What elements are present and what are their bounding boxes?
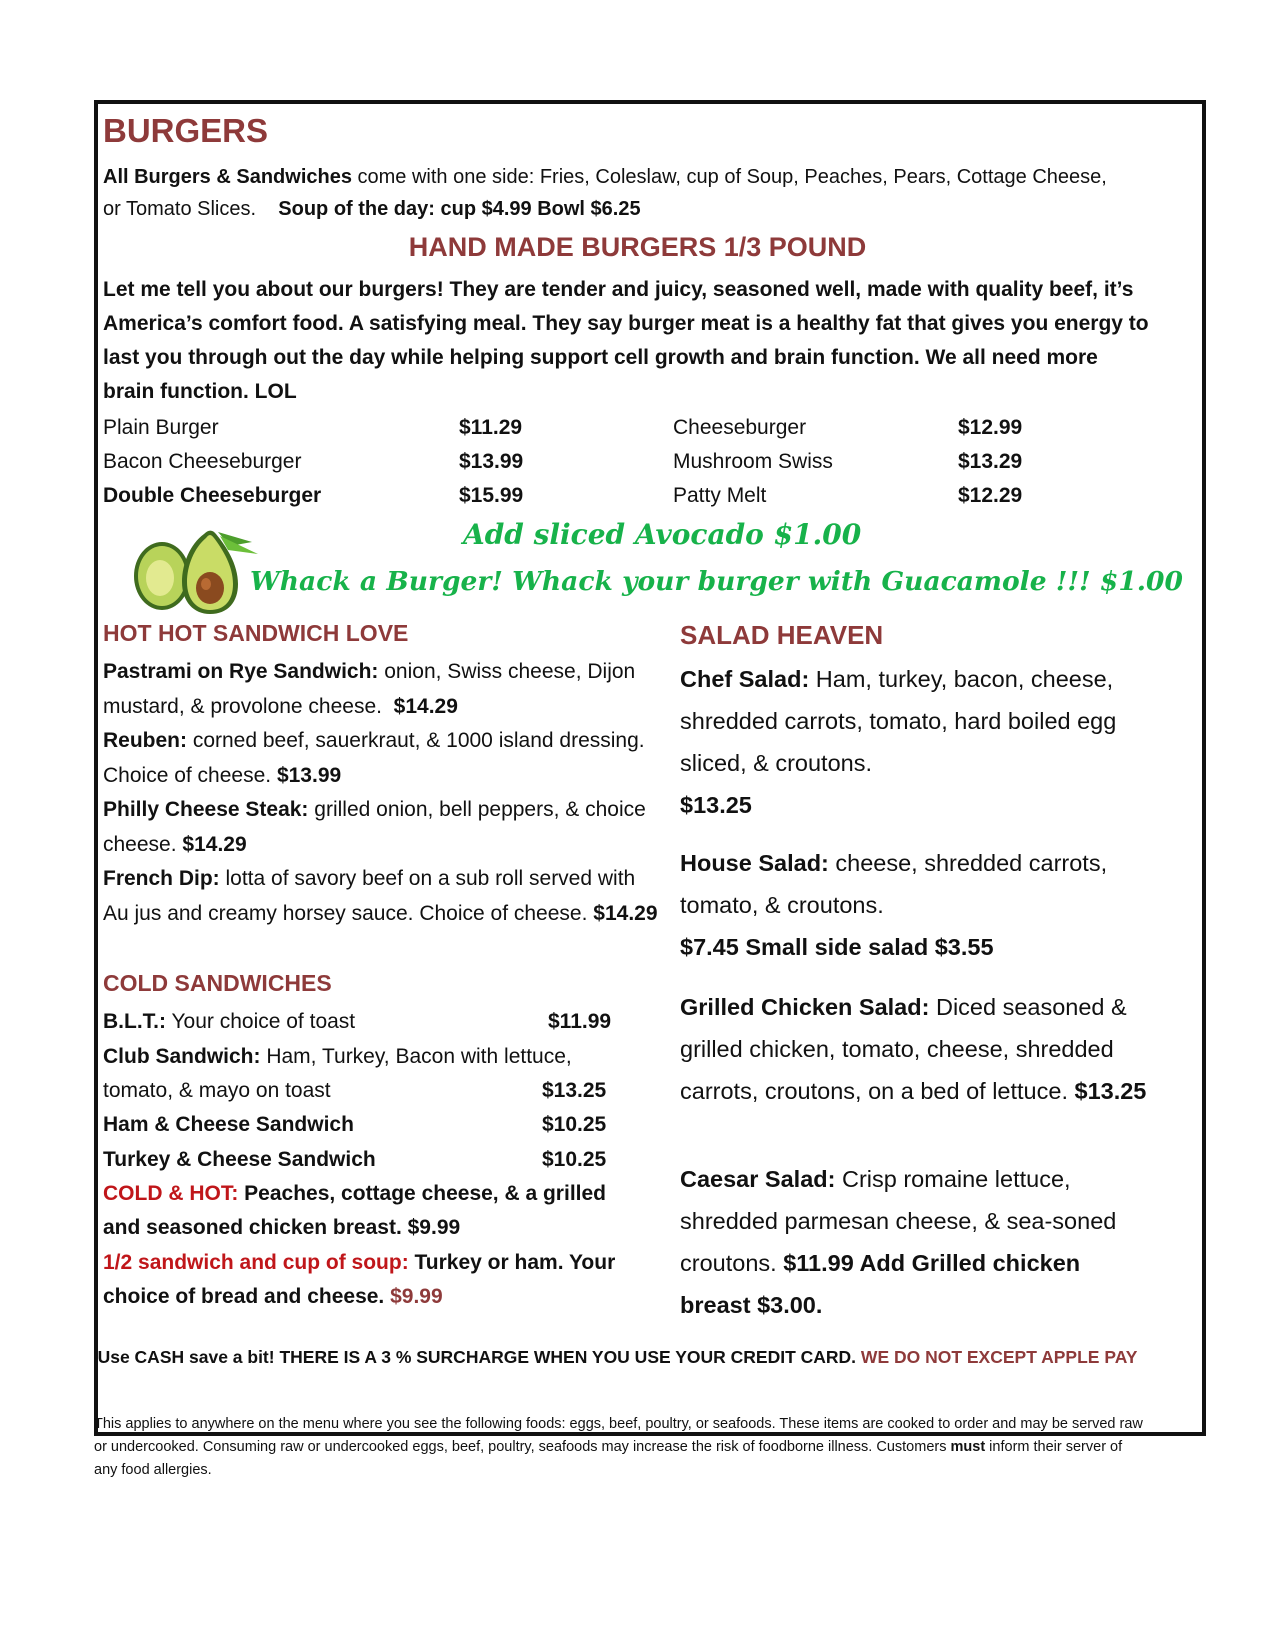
cold-item-cont: tomato, & mayo on toast: [103, 1079, 331, 1102]
burger-price: $12.29: [958, 484, 1023, 507]
page-title: BURGERS: [103, 112, 269, 149]
burger-blurb-1: Let me tell you about our burgers! They are tender and juicy, seasoned well, made with quality beef, it’s: [103, 278, 1134, 301]
cold-price: $13.25: [542, 1079, 607, 1102]
burger-price: $13.29: [958, 450, 1023, 473]
burger-name: Plain Burger: [103, 416, 219, 439]
burger-name: Bacon Cheeseburger: [103, 450, 302, 473]
cold-price: $10.25: [542, 1113, 607, 1136]
salad-item: Chef Salad: Ham, turkey, bacon, cheese, shredded carrots, tomato, hard boiled egg sliced, & croutons. $13.25: [680, 666, 1117, 818]
burger-name: Mushroom Swiss: [673, 450, 833, 473]
cold-item: Club Sandwich: Ham, Turkey, Bacon with lettuce,: [103, 1045, 572, 1068]
salad-item: Grilled Chicken Salad: Diced seasoned & grilled chicken, tomato, cheese, shredded carrots, croutons, on a bed of lettuce. $13.25: [680, 994, 1147, 1104]
cold-hot-item: COLD & HOT: Peaches, cottage cheese, & a grilled: [103, 1182, 606, 1205]
burger-price: $12.99: [958, 416, 1023, 439]
cold-item: Turkey & Cheese Sandwich: [103, 1148, 376, 1171]
burger-name: Cheeseburger: [673, 416, 807, 439]
intro-line-2: or Tomato Slices. Soup of the day: cup $4.99 Bowl $6.25: [103, 198, 641, 220]
hot-heading: HOT HOT SANDWICH LOVE: [103, 620, 409, 646]
avocado-icon: [132, 524, 262, 616]
cold-item: B.L.T.: Your choice of toast: [103, 1010, 356, 1033]
burger-name: Double Cheeseburger: [103, 484, 322, 507]
allergy-disclaimer: This applies to anywhere on the menu where you see the following foods: eggs, beef, poultry, or seafoods. These items are cooked to order and may be served raw or undercooked. Consuming raw or undercooked eggs, beef, poultry, seafoods may increase the risk of foodborne illness. Customers must inform their server of any food allergies.: [94, 1416, 1143, 1478]
cold-price: $10.25: [542, 1148, 607, 1171]
hot-item: French Dip: lotta of savory beef on a sub roll served with Au jus and creamy horsey sauce. Choice of cheese. $14.29: [103, 867, 658, 925]
hot-item: Pastrami on Rye Sandwich: onion, Swiss cheese, Dijon mustard, & provolone cheese. $14.29: [103, 660, 636, 718]
burger-name: Patty Melt: [673, 484, 767, 507]
intro-line-1: All Burgers & Sandwiches come with one side: Fries, Coleslaw, cup of Soup, Peaches, Pears, Cottage Cheese,: [103, 166, 1107, 188]
burger-price: $11.29: [459, 416, 523, 439]
cold-item: Ham & Cheese Sandwich: [103, 1113, 354, 1136]
burger-price: $13.99: [459, 450, 524, 473]
half-sandwich-item-cont: choice of bread and cheese. $9.99: [103, 1285, 443, 1308]
hot-item: Reuben: corned beef, sauerkraut, & 1000 island dressing. Choice of cheese. $13.99: [103, 729, 645, 787]
avocado-addon: Add sliced Avocado $1.00: [463, 518, 862, 551]
hot-item: Philly Cheese Steak: grilled onion, bell peppers, & choice cheese. $14.29: [103, 798, 646, 856]
guacamole-addon: Whack a Burger! Whack your burger with Guacamole !!! $1.00: [250, 566, 1183, 597]
burgers-heading: HAND MADE BURGERS 1/3 POUND: [408, 232, 867, 262]
payment-notice: Use CASH save a bit! THERE IS A 3 % SURCHARGE WHEN YOU USE YOUR CREDIT CARD. WE DO NOT EXCEPT APPLE PAY: [97, 1347, 1138, 1367]
half-sandwich-item: 1/2 sandwich and cup of soup: Turkey or ham. Your: [103, 1251, 616, 1274]
burger-blurb-2: America’s comfort food. A satisfying meal. They say burger meat is a healthy fat that gives you energy to: [103, 312, 1149, 335]
salad-item: Caesar Salad: Crisp romaine lettuce, shredded parmesan cheese, & sea-soned croutons. $11.99 Add Grilled chicken breast $3.00.: [680, 1166, 1117, 1318]
salad-heading: SALAD HEAVEN: [680, 620, 884, 650]
cold-hot-item-cont: and seasoned chicken breast. $9.99: [103, 1216, 461, 1239]
burger-price: $15.99: [459, 484, 524, 507]
cold-price: $11.99: [548, 1010, 612, 1033]
cold-heading: COLD SANDWICHES: [103, 970, 332, 996]
burger-blurb-4: brain function. LOL: [103, 380, 297, 403]
salad-item: House Salad: cheese, shredded carrots, tomato, & croutons. $7.45 Small side salad $3.55: [680, 850, 1108, 960]
burger-blurb-3: last you through out the day while helping support cell growth and brain function. We all need more: [103, 346, 1098, 369]
